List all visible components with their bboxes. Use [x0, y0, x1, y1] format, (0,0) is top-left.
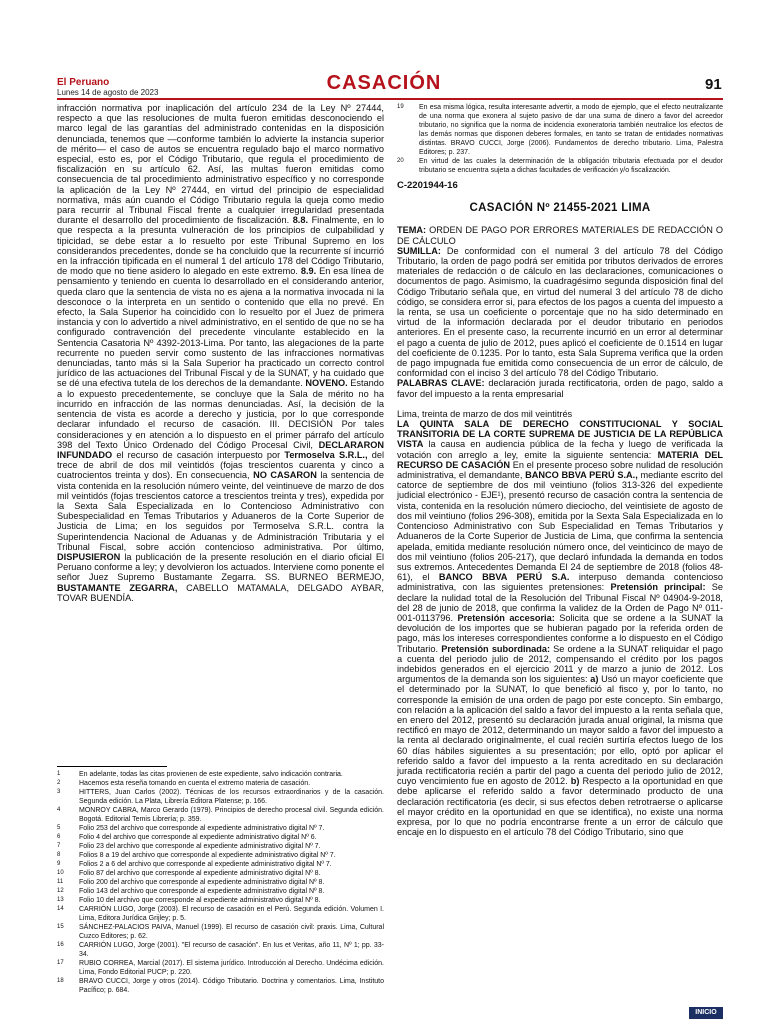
footnote-item	[57, 842, 384, 851]
footnote-item	[57, 941, 384, 959]
footnotes	[57, 770, 384, 995]
footnote-number: 1	[57, 771, 61, 777]
footnote-text: Folio 200 del archivo que corresponde al expediente administrativo digital Nº 8.	[79, 879, 325, 886]
left-text: infracción normativa por inaplicación del artículo 234 de la Ley Nº 27444, respecto a que las resoluciones de multa fueron emitidas desconociendo el marco legal de las garantías del administrado contenidas en la disposición denunciada, tenemos que —conforme también lo advierte la instancia superior de mérito— el caso de autos se encuentra regulado bajo el marco normativo especial, esto es, por el Código Tributario, que regula el procedimiento de fiscalización en su artículo 62. Así, las multas fueron emitidas como consecuencia de tal procedimiento administrativo específico y no corresponde la aplicación de la Ley Nº 27444, en virtud del principio de especialidad normativa, más aún cuando el Código Tributario regula la queja como medio para recurrir al Tribunal Fiscal frente a cualquier irregularidad presentada durante el desarrollo del procedimiento de fiscalización. 8.8. Finalmente, en lo que respecta a la presunta vulneración de los principios de culpabilidad y tipicidad, se debe estar a lo resuelto por este Tribunal Supremo en los considerandos precedentes, donde se ha concluido que la recurrente sí incurrió en la infracción tipificada en el numeral 1 del artículo 178 del Código Tributario, de modo que no tiene asidero lo alegado en este extremo. 8.9. En esa línea de pensamiento y teniendo en cuenta lo desarrollado en el considerando anterior, queda claro que la sentencia de vista no es ajena a la normativa invocada ni la desconoce o la interpreta en un sentido o contenido que ella no prevé. En efecto, la Sala Superior ha coincidido con lo resuelto por el Juez de primera instancia y con lo advertido a nivel administrativo, en el sentido de que no se ha configurado contravención del precedente vinculante establecido en la Sentencia Casatoria Nº 4392-2013-Lima. Por tanto, las alegaciones de la parte recurrente no pueden servir como sustento de las infracciones normativas denunciadas, tanto más si la Sala Superior ha practicado un correcto control jurídico de las actuaciones del Tribunal Fiscal y de la SUNAT, y ha cuidado que se dé una efectiva tutela de los derechos de la demandante. NOVENO. Estando a lo expuesto precedentemente, se concluye que la Sala de mérito no ha incurrido en infracción de las normas denunciadas. Así, la decisión de la sentencia de vista es acorde a derecho y justicia, por lo que corresponde declarar infundado el recurso de casación. III. DECISIÓN Por tales consideraciones y en atención a lo dispuesto en el primer párrafo del artículo 398 del Texto Único Ordenado del Código Procesal Civil, DECLARARON INFUNDADO el recurso de casación interpuesto por Termoselva S.R.L., del trece de abril de dos mil veintidós (fojas trescientos cuarenta y cinco a cuatrocientos treinta y dos). En consecuencia, NO CASARON la sentencia de vista contenida en la resolución número veinte, del veintinueve de marzo de dos mil veintidós (fojas trescientos catorce a trescientos treinta y tres), expedida por la Sexta Sala Especializada en lo Contencioso Administrativo con Subespecialidad en Temas Tributarios y Aduaneros de la Corte Superior de Justicia de Lima; en los seguidos por Termoselva S.R.L. contra la Superintendencia Nacional de Aduanas y de Administración Tributaria y el Tribunal Fiscal, sobre acción contencioso administrativa. Por último, DISPUSIERON la publicación de la presente resolución en el diario oficial El Peruano conforme a ley; y devolvieron los actuados. Interviene como ponente el señor Juez Supremo Bustamante Zegarra. SS. BURNEO BERMEJO, BUSTAMANTE ZEGARRA, CABELLO MATAMALA, DELGADO AYBAR, TOVAR BUENDÍA.	[57, 103, 385, 603]
footnote-number: 8	[57, 852, 61, 858]
inicio-button[interactable]: INICIO	[689, 1007, 723, 1019]
footnote-text: HITTERS, Juan Carlos (2002). Técnicas de los recursos extraordinarios y de la casación. Segunda edición. La Plata, Librería Editora Platense; p. 166.	[79, 789, 384, 805]
footnote-text: En virtud de las cuales la determinación de la obligación tributaria efectuada por el deudor tributario se encuentra sujeta a dichas facultades de verificación y/o fiscalización.	[419, 158, 723, 174]
right-column	[397, 103, 723, 837]
footnote-number: 2	[57, 780, 61, 786]
footnote-number: 18	[57, 978, 64, 984]
footnote-number: 10	[57, 870, 64, 876]
footnote-text: Folio 87 del archivo que corresponde al expediente administrativo digital Nº 8.	[79, 870, 321, 877]
footnote-text: CARRIÓN LUGO, Jorge (2003). El recurso de casación en el Perú. Segunda edición. Volumen I. Lima, Editora Jurídica Grijley; p. 5.	[79, 906, 384, 922]
footnote-text: Folio 10 del archivo que corresponde al expediente administrativo digital Nº 8.	[79, 897, 321, 904]
header-rule	[57, 98, 723, 100]
footnote-text: Folio 4 del archivo que corresponde al expediente administrativo digital Nº 6.	[79, 834, 317, 841]
footnote-item	[57, 959, 384, 977]
footnote-item	[57, 833, 384, 842]
footnote-number: 12	[57, 888, 64, 894]
case-code: C-2201944-16	[397, 180, 458, 191]
footnote-text: Folio 143 del archivo que corresponde al expediente administrativo digital Nº 8.	[79, 888, 325, 895]
page-number: 91	[705, 76, 722, 93]
footnote-item	[57, 824, 384, 833]
case-title: CASACIÓN Nº 21455-2021 LIMA	[469, 202, 651, 215]
footnote-text: En esa misma lógica, resulta interesante advertir, a modo de ejemplo, que el efecto neutralizante de una norma que exonera al sujeto pasivo de dar una suma de dinero a favor del acreedor tributario, no significa que la norma de incidencia exoneratoria también neutralice los efectos de las demás normas que disponen deberes formales, en tanto se tratan de entidades normativas distintas. BRAVO CUCCI, Jorge (2006). Fundamentos de derecho tributario. Lima, Palestra Editores; p. 237.	[419, 104, 723, 156]
footnote-item	[57, 878, 384, 887]
footnote-text: En adelante, todas las citas provienen de este expediente, salvo indicación contraria.	[79, 771, 343, 778]
footnote-number: 6	[57, 834, 61, 840]
left-column	[57, 103, 384, 603]
footnote-text: Folios 8 a 19 del archivo que corresponde al expediente administrativo digital Nº 7.	[79, 852, 336, 859]
tema: TEMA: ORDEN DE PAGO POR ERRORES MATERIALES DE REDACCIÓN O DE CÁLCULO	[397, 225, 723, 246]
footnote-number: 19	[397, 104, 404, 110]
newspaper-brand: El Peruano	[57, 77, 110, 88]
footnote-number: 16	[57, 942, 64, 948]
footnote-text: Folio 23 del archivo que corresponde al expediente administrativo digital Nº 7.	[79, 843, 321, 850]
footnote-number: 9	[57, 861, 61, 867]
footnote-item	[57, 977, 384, 995]
footnote-text: SÁNCHEZ-PALACIOS PAIVA, Manuel (1999). El recurso de casación civil: praxis. Lima, Cultural Cuzco Editores; p. 62.	[79, 924, 384, 940]
body-text: LA QUINTA SALA DE DERECHO CONSTITUCIONAL Y SOCIAL TRANSITORIA DE LA CORTE SUPREMA DE JUSTICIA DE LA REPÚBLICA VISTA la causa en audiencia pública de la fecha y luego de verificada la votación con arreglo a ley, emite la siguiente sentencia: MATERIA DEL RECURSO DE CASACIÓN En el presente proceso sobre nulidad de resolución administrativa, el demandante, BANCO BBVA PERÚ S.A., mediante escrito del catorce de septiembre de dos mil veintiuno (folios 313-326 del expediente judicial electrónico - EJE¹), presentó recurso de casación contra la sentencia de vista, contenida en la resolución número dieciocho, del veintisiete de agosto de dos mil veintiuno (folios 296-308), emitida por la Sexta Sala Especializada en lo Contencioso Administrativo con Sub Especialidad en Temas Tributarios y Aduaneros de la Corte Superior de Justicia de Lima, que confirma la sentencia apelada, emitida mediante resolución número once, del veinticinco de mayo de dos mil veintiuno (folios 205-217), que declaró infundada la demanda en todos sus extremos. Antecedentes Demanda El 24 de septiembre de 2018 (folios 48-61), el BANCO BBVA PERÚ S.A. interpuso demanda contencioso administrativa, con las siguientes pretensiones: Pretensión principal: Se declare la nulidad total de la Resolución del Tribunal Fiscal Nº 04904-9-2018, del 28 de junio de 2018, que confirma la validez de la Orden de Pago Nº 011-001-0113796. Pretensión accesoria: Solicita que se ordene a la SUNAT la devolución de los importes que se hubieran pagado por la referida orden de pago, más los intereses correspondientes conforme a lo dispuesto en el Código Tributario. Pretensión subordinada: Se ordene a la SUNAT reliquidar el pago a cuenta del periodo julio de 2012, compensando el crédito por los pagos indebidos generados en el ejercicio 2011 y de marzo a junio de 2012. Los argumentos de la demanda son los siguientes: a) Usó un mayor coeficiente que el determinado por la SUNAT, lo que benefició al fisco y, por lo tanto, no corresponde la emisión de una orden de pago por este concepto. Sin embargo, con relación a la aplicación del saldo a favor del impuesto a la renta señala que, en enero del 2012, presentó su declaración jurada anual original, la misma que rectificó en mayo de 2012, determinando un mayor saldo a favor del impuesto a la renta al declarado originalmente, el cual recién surtiría efectos luego de los 60 días hábiles siguientes a su presentación; por ello, optó por aplicar el referido saldo a favor del impuesto a la renta acreditado en su declaración jurada rectificatoria recién a partir del pago a cuenta del periodo julio de 2012, cuyo vencimiento fue en agosto de 2012. b) Respecto a la oportunidad en que debe aplicarse el referido saldo a favor determinado producto de una declaración rectificatoria (es decir, si sus efectos deben retrotraerse o aplicarse el mayor crédito en la oportunidad en que se identifica), no existe una norma expresa, por lo que no podría encontrarse frente a un error de cálculo que encaje en lo dispuesto en el artículo 78 del Código Tributario, sino que	[397, 419, 724, 838]
footnote-item	[397, 157, 723, 175]
footnote-number: 17	[57, 960, 64, 966]
footnote-number: 11	[57, 879, 64, 885]
footnote-item	[57, 788, 384, 806]
page-header	[0, 0, 768, 100]
fecha: Lima, treinta de marzo de dos mil veintitrés	[397, 408, 573, 419]
footnote-text: RUBIO CORREA, Marcial (2017). El sistema jurídico. Introducción al Derecho. Undécima edición. Lima, Fondo Editorial PUCP; p. 220.	[79, 960, 384, 976]
footnote-item	[57, 851, 384, 860]
footnote-text: Folio 253 del archivo que corresponde al expediente administrativo digital Nº 7.	[79, 825, 325, 832]
section-title: CASACIÓN	[326, 72, 442, 94]
footnote-item	[57, 869, 384, 878]
footnote-number: 7	[57, 843, 61, 849]
footnote-rule	[57, 766, 167, 767]
footnote-item	[57, 860, 384, 869]
footnote-item	[57, 806, 384, 824]
footnote-item	[397, 103, 723, 157]
footnote-number: 13	[57, 897, 64, 903]
footnote-item	[57, 905, 384, 923]
footnote-item	[57, 770, 384, 779]
footnote-text: CARRIÓN LUGO, Jorge (2001). "El recurso de casación". En Ius et Veritas, año 11, Nº 1; pp. 33-34.	[79, 942, 384, 958]
footnote-text: Hacemos esta reseña tomando en cuenta el extremo materia de casación.	[79, 780, 311, 787]
issue-date: Lunes 14 de agosto de 2023	[57, 88, 159, 97]
footnote-item	[57, 887, 384, 896]
footnote-number: 14	[57, 906, 64, 912]
palabras-clave: PALABRAS CLAVE: declaración jurada rectificatoria, orden de pago, saldo a favor del impuesto a la renta empresarial	[397, 378, 723, 399]
footnote-item	[57, 779, 384, 788]
footnote-number: 3	[57, 789, 61, 795]
footnote-text: BRAVO CUCCI, Jorge y otros (2014). Código Tributario. Doctrina y comentarios. Lima, Instituto Pacífico; p. 684.	[79, 978, 384, 994]
footnote-number: 15	[57, 924, 64, 930]
footnote-item	[57, 896, 384, 905]
footnote-item	[57, 923, 384, 941]
footnote-number: 20	[397, 158, 404, 164]
footnote-number: 4	[57, 807, 61, 813]
footnote-text: Folios 2 a 6 del archivo que corresponde al expediente administrativo digital Nº 7.	[79, 861, 332, 868]
footnote-text: MONROY CABRA, Marco Gerardo (1979). Principios de derecho procesal civil. Segunda edición. Bogotá. Editorial Temis Librería; p. 359.	[79, 807, 384, 823]
sumilla: SUMILLA: De conformidad con el numeral 3 del artículo 78 del Código Tributario, la orden de pago podrá ser emitida por tributos derivados de errores materiales de redacción o de cálculo en las declaraciones, comunicaciones o documentos de pago. Asimismo, la cuadragésimo segunda disposición final del Código Tributario señala que, en virtud del numeral 3 del artículo 78 de dicho código, se considera error si, para efectos de los pagos a cuenta del impuesto a la renta, se usa un coeficiente o porcentaje que no ha sido determinado en virtud de la información declarada por el deudor tributario en periodos anteriores. En el presente caso, la recurrente incurrió en un error al determinar el pago a cuenta de julio de 2012, pues aplicó el coeficiente de 0.1514 en lugar del coeficiente de 0.1235. Por lo tanto, esta Sala Suprema verifica que la orden de pago impugnada fue emitida como consecuencia de un error de cálculo, de conformidad con el inciso 3 del artículo 78 del Código Tributario.	[397, 245, 723, 379]
right-footnotes	[397, 103, 723, 175]
footnote-number: 5	[57, 825, 61, 831]
